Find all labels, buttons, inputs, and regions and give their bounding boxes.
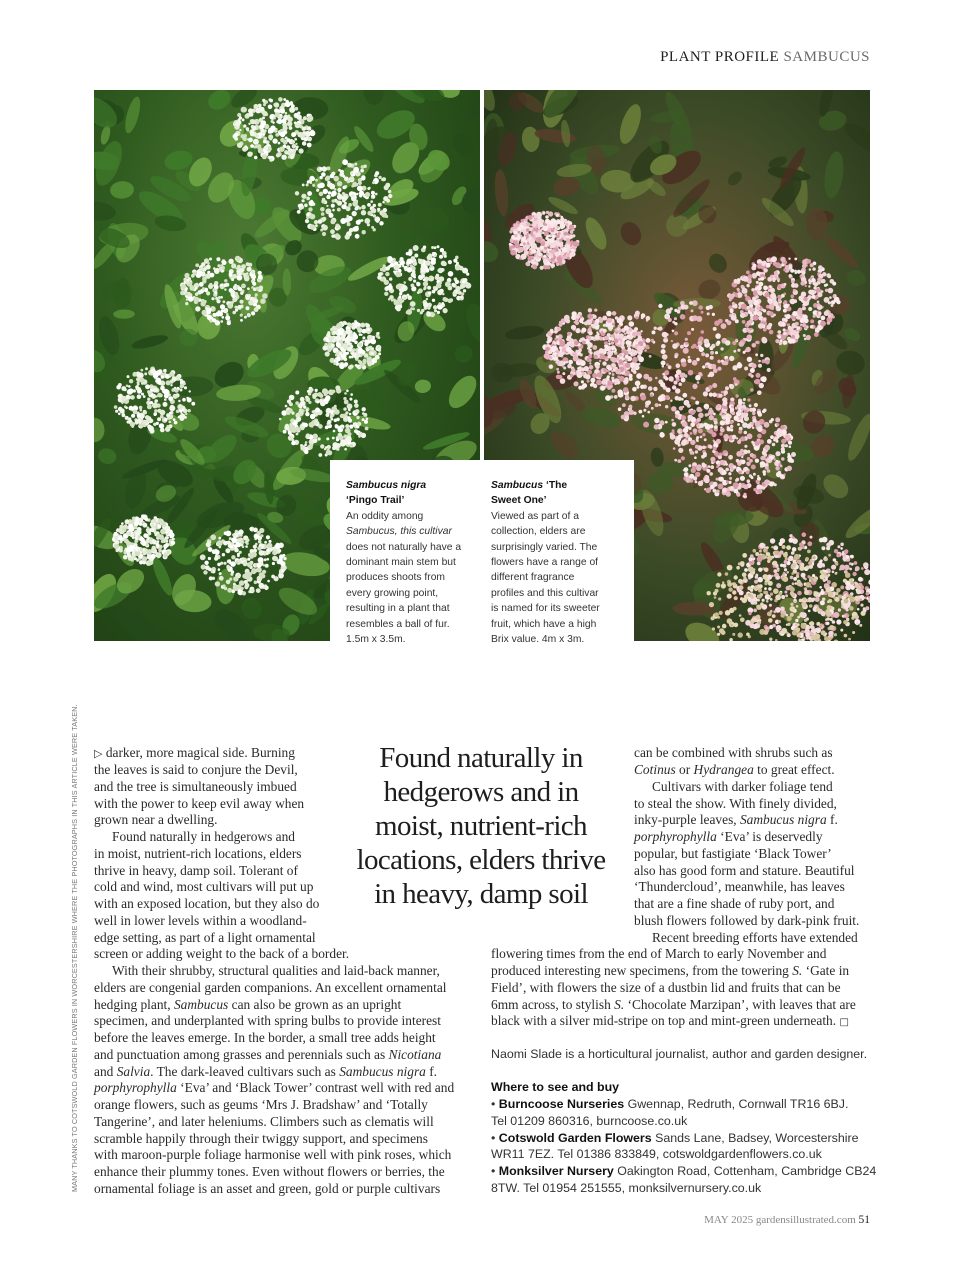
nursery-address: Sands Lane, Badsey, Worcestershire bbox=[655, 1131, 859, 1145]
body-line: with maroon-purple foliage harmonise well with pink roses, which bbox=[94, 1147, 452, 1162]
caption-line: Viewed as part of a bbox=[491, 510, 579, 522]
issue-date: MAY 2025 bbox=[704, 1214, 754, 1226]
body-line: enhance their plummy tones. Even without flowers or berries, the bbox=[94, 1164, 445, 1179]
body-line: to steal the show. With finely divided, bbox=[634, 796, 837, 811]
end-mark-icon: □ bbox=[839, 1017, 849, 1028]
body-line: flowering times from the end of March to early November and bbox=[491, 946, 827, 961]
body-line: can be combined with shrubs such as bbox=[634, 745, 833, 760]
caption-title bbox=[346, 478, 470, 509]
caption-line: flowers have a range of bbox=[491, 557, 599, 569]
body-line: ‘Thundercloud’, meanwhile, has leaves bbox=[634, 879, 845, 894]
body-line: porphyrophylla ‘Eva’ is deservedly bbox=[634, 829, 823, 844]
caption-line: dominant main stem but bbox=[346, 557, 456, 569]
website: gardensillustrated.com bbox=[755, 1214, 856, 1226]
nursery-address: Oakington Road, Cottenham, Cambridge CB24 bbox=[617, 1164, 877, 1178]
body-line: in moist, nutrient-rich locations, elders bbox=[94, 846, 302, 861]
body-line: specimen, and underplanted with spring bulbs to provide interest bbox=[94, 1013, 441, 1028]
section-label: PLANT PROFILE bbox=[660, 49, 780, 65]
body-line bbox=[94, 745, 295, 761]
caption-line: Sambucus, this cultivar bbox=[346, 526, 452, 538]
nursery-address: Gwennap, Redruth, Cornwall TR16 6BJ. bbox=[627, 1097, 849, 1111]
pull-quote-line: hedgerows and in bbox=[383, 776, 579, 808]
caption-title-cultivar: ‘The bbox=[545, 480, 568, 491]
body-line: and the tree is simultaneously imbued bbox=[94, 779, 297, 794]
body-text: black with a silver mid-stripe on top and mint-green underneath. bbox=[491, 1013, 837, 1028]
caption-line: An oddity among bbox=[346, 510, 424, 522]
caption-title-cultivar: ‘Pingo Trail’ bbox=[346, 495, 405, 507]
bullet: • bbox=[491, 1131, 496, 1145]
pull-quote-line: locations, elders thrive bbox=[356, 844, 606, 876]
bullet: • bbox=[491, 1097, 496, 1111]
caption-title-species: Sambucus nigra bbox=[346, 480, 427, 491]
caption-line: Brix value. 4m x 3m. bbox=[491, 634, 585, 646]
body-line: well in lower levels within a woodland- bbox=[94, 913, 307, 928]
caption-line: surprisingly varied. The bbox=[491, 541, 598, 553]
body-line: 6mm across, to stylish S. ‘Chocolate Marzipan’, with leaves that are bbox=[491, 997, 856, 1012]
body-line: produced interesting new specimens, from the towering S. ‘Gate in bbox=[491, 963, 850, 978]
body-line: Found naturally in hedgerows and bbox=[112, 829, 295, 844]
photo-credit: MANY THANKS TO COTSWOLD GARDEN FLOWERS IN WORCESTERSHIRE WHERE THE PHOTOGRAPHS IN THIS ARTICLE WERE TAKEN. bbox=[70, 704, 79, 1192]
nursery-contact: WR11 7EZ. Tel 01386 833849, cotswoldgardenflowers.co.uk bbox=[491, 1147, 822, 1161]
body-line: before the leaves emerge. In the border, a small tree adds height bbox=[94, 1030, 436, 1045]
nursery-entry bbox=[491, 1131, 859, 1145]
body-line: popular, but fastigiate ‘Black Tower’ bbox=[634, 846, 832, 861]
body-line: Cotinus or Hydrangea to great effect. bbox=[634, 762, 835, 777]
author-bio: Naomi Slade is a horticultural journalist, author and garden designer. bbox=[491, 1047, 868, 1061]
body-line: scramble happily through their twiggy support, and specimens bbox=[94, 1131, 428, 1146]
caption-title-cultivar-2: Sweet One’ bbox=[491, 495, 547, 507]
caption-sweet-one bbox=[491, 478, 615, 647]
caption-title-species: Sambucus bbox=[491, 480, 544, 491]
body-line: thrive in heavy, damp soil. Tolerant of bbox=[94, 863, 298, 878]
caption-pingo-trail bbox=[346, 478, 470, 647]
nursery-name: Cotswold Garden Flowers bbox=[498, 1131, 652, 1145]
caption-line: 1.5m x 3.5m. bbox=[346, 634, 406, 646]
nursery-name: Monksilver Nursery bbox=[498, 1164, 614, 1178]
continued-arrow-icon: ▷ bbox=[94, 747, 103, 760]
body-line: that are a fine shade of ruby port, and bbox=[634, 896, 835, 911]
body-line: elders are congenial garden companions. An excellent ornamental bbox=[94, 980, 447, 995]
caption-line: is named for its sweeter bbox=[491, 603, 600, 615]
subject-label: SAMBUCUS bbox=[783, 49, 870, 65]
body-line: edge setting, as part of a light ornamental bbox=[94, 930, 316, 945]
nursery-contact: Tel 01209 860316, burncoose.co.uk bbox=[491, 1114, 688, 1128]
caption-line: produces shoots from bbox=[346, 572, 446, 584]
body-line: Field’, with flowers the size of a dustbin lid and fruits that can be bbox=[491, 980, 841, 995]
body-line: with the power to keep evil away when bbox=[94, 796, 305, 811]
body-line: the leaves is said to conjure the Devil, bbox=[94, 762, 298, 777]
caption-line: does not naturally have a bbox=[346, 541, 462, 553]
body-line: blush flowers followed by dark-pink fruit. bbox=[634, 913, 860, 928]
body-line: ornamental foliage is an asset and green, gold or purple cultivars bbox=[94, 1181, 441, 1196]
pull-quote-line: moist, nutrient-rich bbox=[375, 810, 587, 842]
nursery-name: Burncoose Nurseries bbox=[498, 1097, 625, 1111]
nursery-entry bbox=[491, 1097, 848, 1111]
folio bbox=[704, 1214, 870, 1226]
page-number: 51 bbox=[858, 1214, 870, 1226]
where-heading: Where to see and buy bbox=[491, 1080, 620, 1094]
caption-title bbox=[491, 478, 615, 509]
caption-line: resulting in a plant that bbox=[346, 603, 450, 615]
pull-quote-line: in heavy, damp soil bbox=[374, 878, 588, 910]
body-line: Cultivars with darker foliage tend bbox=[652, 779, 833, 794]
caption-line: profiles and this cultivar bbox=[491, 587, 599, 599]
body-line: and Salvia. The dark-leaved cultivars such as Sambucus nigra f. bbox=[94, 1064, 438, 1079]
body-line: With their shrubby, structural qualities and laid-back manner, bbox=[112, 963, 440, 978]
body-line: with an exposed location, but they also do bbox=[94, 896, 320, 911]
caption-line: resembles a ball of fur. bbox=[346, 618, 450, 630]
running-header bbox=[660, 49, 870, 66]
pull-quote-line: Found naturally in bbox=[379, 742, 583, 774]
body-line: inky-purple leaves, Sambucus nigra f. bbox=[634, 812, 838, 827]
body-line: orange flowers, such as geums ‘Mrs J. Bradshaw’ and ‘Totally bbox=[94, 1097, 428, 1112]
body-line: also has good form and stature. Beautiful bbox=[634, 863, 855, 878]
body-line: Tangerine’, and later heleniums. Climbers such as clematis will bbox=[94, 1114, 434, 1129]
nursery-contact: 8TW. Tel 01954 251555, monksilvernursery.co.uk bbox=[491, 1181, 762, 1195]
body-line: and punctuation among grasses and perennials such as Nicotiana bbox=[94, 1047, 442, 1062]
nursery-entry bbox=[491, 1164, 876, 1178]
body-line bbox=[491, 1013, 849, 1029]
body-line: cold and wind, most cultivars will put up bbox=[94, 879, 314, 894]
bullet: • bbox=[491, 1164, 496, 1178]
caption-line: every growing point, bbox=[346, 587, 439, 599]
caption-line: different fragrance bbox=[491, 572, 575, 584]
caption-line: fruit, which have a high bbox=[491, 618, 597, 630]
body-line: porphyrophylla ‘Eva’ and ‘Black Tower’ contrast well with red and bbox=[94, 1080, 455, 1095]
caption-line: collection, elders are bbox=[491, 526, 586, 538]
body-text: darker, more magical side. Burning bbox=[105, 745, 295, 760]
body-line: Recent breeding efforts have extended bbox=[652, 930, 858, 945]
body-line: grown near a dwelling. bbox=[94, 812, 218, 827]
body-line: hedging plant, Sambucus can also be grown as an upright bbox=[94, 997, 402, 1012]
body-line: screen or adding weight to the back of a border. bbox=[94, 946, 350, 961]
